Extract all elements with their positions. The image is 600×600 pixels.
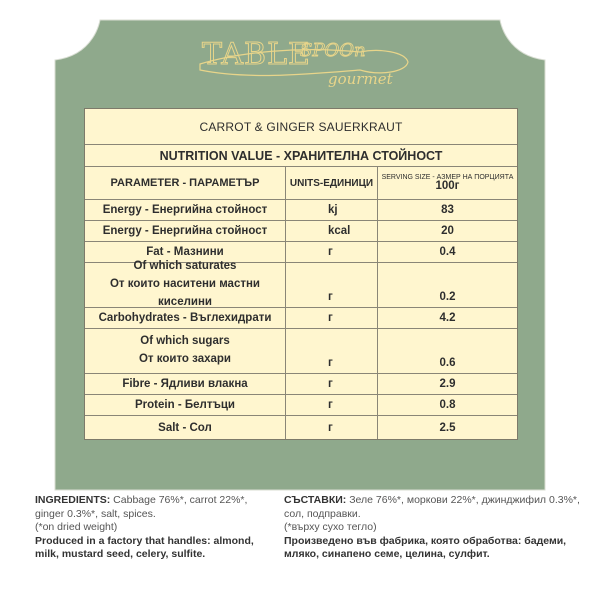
nutrition-heading: NUTRITION VALUE - ХРАНИТЕЛНА СТОЙНОСТ — [159, 148, 443, 163]
row-unit: г — [285, 416, 377, 439]
logo-word-spoon: SPOOn — [300, 40, 366, 61]
row-value: 0.6 — [377, 329, 517, 373]
table-row — [85, 260, 517, 308]
allergens-en: Produced in a factory that handles: almond, milk, mustard seed, celery, sulfite. — [35, 534, 254, 560]
product-title: CARROT & GINGER SAUERKRAUT — [199, 119, 403, 134]
row-parameter: Fibre - Ядливи влакна — [122, 378, 248, 390]
row-value: 83 — [377, 200, 517, 220]
row-value: 2.9 — [377, 374, 517, 394]
table-header-row — [85, 167, 517, 200]
row-unit: г — [285, 329, 377, 373]
ingredients-en — [35, 494, 275, 562]
row-parameter: Energy - Енергийна стойност — [102, 204, 268, 216]
nutrition-heading-row — [85, 145, 517, 167]
ingredients-en-note: (*on dried weight) — [35, 521, 118, 533]
header-parameter: PARAMETER - ПАРАМЕТЪР — [110, 177, 260, 189]
row-parameter: Fat - Мазнини — [146, 246, 224, 258]
row-parameter — [85, 329, 285, 373]
logo-artwork — [180, 22, 420, 97]
table-row — [85, 221, 517, 242]
table-row — [85, 374, 517, 395]
row-value: 4.2 — [377, 308, 517, 328]
table-row — [85, 395, 517, 416]
ingredients-en-paragraph — [35, 494, 275, 521]
row-value: 0.4 — [377, 242, 517, 262]
row-parameter-en: Of which saturates — [133, 260, 237, 273]
ingredients-bg-note: (*върху сухо тегло) — [284, 521, 377, 533]
row-parameter — [85, 260, 285, 308]
table-row — [85, 329, 517, 374]
row-unit: г — [285, 395, 377, 415]
ingredients-bg-text: Зеле 76%*, моркови 22%*, джинджифил 0.3%*, сол, подправки. — [284, 494, 580, 520]
logo-word-gourmet: gourmet — [328, 70, 393, 88]
row-parameter: Carbohydrates - Въглехидрати — [98, 312, 272, 324]
table-row — [85, 200, 517, 221]
brand-logo — [180, 22, 420, 97]
ingredients-bg-paragraph — [284, 494, 584, 521]
nutrition-table — [84, 108, 518, 440]
row-value: 20 — [377, 221, 517, 241]
ingredients-bg-label: СЪСТАВКИ: — [284, 494, 347, 506]
row-unit: г — [285, 263, 377, 307]
row-parameter: Energy - Енергийна стойност — [102, 225, 268, 237]
ingredients-en-text: Cabbage 76%*, carrot 22%*, ginger 0.3%*, salt, spices. — [35, 494, 248, 520]
table-row — [85, 308, 517, 329]
allergens-bg: Произведено във фабрика, която обработва: бадеми, мляко, синапено семе, целина, сулфит. — [284, 534, 567, 560]
logo-word-table: TABLE — [202, 37, 311, 72]
row-value: 0.2 — [377, 263, 517, 307]
row-parameter: Salt - Сол — [158, 421, 212, 434]
header-units: UNITS-ЕДИНИЦИ — [285, 167, 377, 199]
row-unit: г — [285, 242, 377, 262]
row-parameter-bg: От които наситени мастни киселини — [109, 278, 260, 308]
serving-size-label: SERVING SIZE - АЗМЕР НА ПОРЦИЯТА — [381, 173, 514, 181]
ingredients-bg — [284, 494, 584, 562]
row-parameter-bg: От които захари — [138, 353, 232, 365]
product-title-row — [85, 109, 517, 145]
row-value: 2.5 — [377, 416, 517, 439]
row-unit: г — [285, 374, 377, 394]
serving-size-value: 100г — [435, 179, 460, 192]
row-parameter-en: Of which sugars — [140, 335, 230, 348]
row-unit: г — [285, 308, 377, 328]
row-unit: kcal — [285, 221, 377, 241]
row-unit: kj — [285, 200, 377, 220]
table-row — [85, 416, 517, 439]
row-value: 0.8 — [377, 395, 517, 415]
header-serving — [377, 167, 517, 199]
row-parameter: Protein - Белтъци — [135, 399, 235, 411]
ingredients-en-label: INGREDIENTS: — [35, 494, 111, 506]
